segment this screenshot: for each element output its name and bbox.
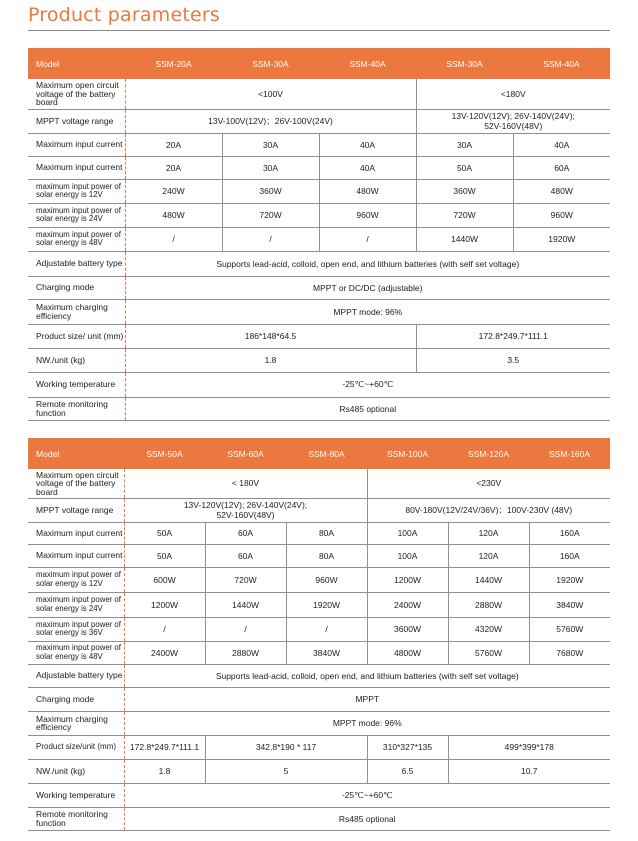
cell-value: /	[222, 227, 319, 251]
cell-value: 20A	[125, 156, 222, 179]
cell-value: 720W	[205, 567, 286, 592]
header-model: SSM-30A	[416, 48, 513, 79]
cell-value: 5	[205, 759, 367, 783]
cell-value: 40A	[319, 156, 416, 179]
cell-value: 480W	[513, 179, 610, 203]
cell-value: 1440W	[416, 227, 513, 251]
cell-value: 30A	[416, 133, 513, 156]
header-model: SSM-60A	[205, 438, 286, 469]
cell-value: -25℃~+60℃	[125, 372, 610, 397]
table-header-row	[28, 438, 610, 469]
header-model-label: Model	[28, 438, 124, 469]
header-model: SSM-120A	[448, 438, 529, 469]
cell-value: /	[125, 227, 222, 251]
row-label: Remote monitoring function	[28, 807, 124, 830]
cell-value: 40A	[319, 133, 416, 156]
header-model: SSM-160A	[529, 438, 610, 469]
cell-value: 3840W	[286, 641, 367, 664]
cell-value: Supports lead-acid, colloid, open end, and lithium batteries (with self set voltage)	[124, 664, 610, 687]
cell-value: 160A	[529, 522, 610, 544]
cell-value: < 180V	[124, 469, 367, 498]
cell-value: 2880W	[448, 592, 529, 617]
table-row	[28, 759, 610, 783]
table-row	[28, 641, 610, 664]
page-title: Product parameters	[28, 4, 220, 26]
cell-value: 2400W	[124, 641, 205, 664]
row-label: NW./unit (kg)	[28, 759, 124, 783]
row-label: Maximum input current	[28, 544, 124, 567]
cell-value: Supports lead-acid, colloid, open end, and lithium batteries (with self set voltage)	[125, 251, 610, 276]
row-label: Maximum open circuit voltage of the battery board	[28, 469, 124, 498]
row-label: Working temperature	[28, 372, 125, 397]
table-row	[28, 498, 610, 522]
row-label: MPPT voltage range	[28, 109, 125, 133]
table-row	[28, 711, 610, 735]
cell-value: 20A	[125, 133, 222, 156]
cell-value: 310*327*135	[367, 735, 448, 759]
cell-value: MPPT	[124, 687, 610, 711]
cell-value: 2880W	[205, 641, 286, 664]
cell-value	[124, 498, 367, 522]
table-row	[28, 324, 610, 348]
table-row	[28, 276, 610, 299]
table-row	[28, 156, 610, 179]
cell-value: 120A	[448, 522, 529, 544]
cell-value: 100A	[367, 522, 448, 544]
cell-value: 120A	[448, 544, 529, 567]
table-row	[28, 227, 610, 251]
cell-value: 1920W	[513, 227, 610, 251]
cell-value: 6.5	[367, 759, 448, 783]
row-label: Maximum input current	[28, 156, 125, 179]
table-row	[28, 469, 610, 498]
row-label: Charging mode	[28, 276, 125, 299]
cell-value: 1440W	[205, 592, 286, 617]
table-row	[28, 299, 610, 324]
cell-value: 60A	[205, 544, 286, 567]
cell-value: /	[205, 617, 286, 641]
table-row	[28, 735, 610, 759]
cell-value: 360W	[222, 179, 319, 203]
table-row	[28, 79, 610, 109]
header-model: SSM-100A	[367, 438, 448, 469]
cell-value: 1200W	[367, 567, 448, 592]
title-divider	[28, 30, 610, 31]
cell-value: 480W	[125, 203, 222, 227]
cell-value: 50A	[416, 156, 513, 179]
table-row	[28, 179, 610, 203]
cell-value: 80A	[286, 544, 367, 567]
table-row	[28, 617, 610, 641]
cell-value: 100A	[367, 544, 448, 567]
cell-value: 60A	[205, 522, 286, 544]
cell-value: 60A	[513, 156, 610, 179]
table-row	[28, 372, 610, 397]
cell-value: 960W	[513, 203, 610, 227]
cell-line: 52V-160V(48V)	[216, 510, 275, 520]
cell-value: 40A	[513, 133, 610, 156]
cell-value: 80V-180V(12V/24V/36V)；100V-230V (48V)	[367, 498, 610, 522]
table-row	[28, 109, 610, 133]
cell-line: 52V-160V(48V)	[484, 121, 543, 131]
table-row	[28, 348, 610, 372]
cell-line: 13V-120V(12V); 26V-140V(24V);	[451, 111, 575, 121]
row-label: Maximum open circuit voltage of the battery board	[28, 79, 125, 109]
header-model: SSM-50A	[124, 438, 205, 469]
cell-value: 1.8	[124, 759, 205, 783]
cell-line: 13V-120V(12V); 26V-140V(24V);	[183, 500, 308, 510]
cell-value: 480W	[319, 179, 416, 203]
row-label: maximum input power of solar energy is 48V	[28, 641, 124, 664]
table-row	[28, 807, 610, 830]
cell-value: 172.8*249.7*111.1	[416, 324, 610, 348]
cell-value: /	[319, 227, 416, 251]
table-header-row	[28, 48, 610, 79]
cell-value: 1920W	[286, 592, 367, 617]
spec-table-1	[28, 48, 610, 421]
cell-value: 30A	[222, 156, 319, 179]
row-label: Product size/unit (mm)	[28, 735, 124, 759]
row-label: maximum input power of solar energy is 48V	[28, 227, 125, 251]
row-label: Working temperature	[28, 783, 124, 807]
row-label: maximum input power of solar energy is 24V	[28, 203, 125, 227]
cell-value: <180V	[416, 79, 610, 109]
cell-value: Rs485 optional	[124, 807, 610, 830]
cell-value: 600W	[124, 567, 205, 592]
row-label: maximum input power of solar energy is 12V	[28, 179, 125, 203]
cell-value: Rs485 optional	[125, 397, 610, 420]
cell-value: /	[124, 617, 205, 641]
cell-value: 1200W	[124, 592, 205, 617]
row-label: maximum input power of solar energy is 12V	[28, 567, 124, 592]
cell-value: 4800W	[367, 641, 448, 664]
row-label: Maximum charging efficiency	[28, 299, 125, 324]
header-model-label: Model	[28, 48, 125, 79]
header-model: SSM-40A	[513, 48, 610, 79]
cell-value: 5760W	[529, 617, 610, 641]
cell-value: 360W	[416, 179, 513, 203]
cell-value: 960W	[319, 203, 416, 227]
table-row	[28, 397, 610, 420]
row-label: maximum input power of solar energy is 36V	[28, 617, 124, 641]
cell-value: 50A	[124, 522, 205, 544]
row-label: Maximum input current	[28, 133, 125, 156]
cell-value: 960W	[286, 567, 367, 592]
row-label: maximum input power of solar energy is 24V	[28, 592, 124, 617]
cell-value: 186*148*64.5	[125, 324, 416, 348]
table-row	[28, 251, 610, 276]
cell-value: /	[286, 617, 367, 641]
cell-value: 342.8*190 * 117	[205, 735, 367, 759]
table-row	[28, 687, 610, 711]
cell-value: 50A	[124, 544, 205, 567]
cell-value: MPPT mode: 96%	[124, 711, 610, 735]
cell-value: 1.8	[125, 348, 416, 372]
cell-value: 13V-100V(12V)；26V-100V(24V)	[125, 109, 416, 133]
cell-value: 3600W	[367, 617, 448, 641]
cell-value: 7680W	[529, 641, 610, 664]
header-model: SSM-20A	[125, 48, 222, 79]
row-label: Charging mode	[28, 687, 124, 711]
cell-value: MPPT mode: 96%	[125, 299, 610, 324]
cell-value: 5760W	[448, 641, 529, 664]
header-model: SSM-80A	[286, 438, 367, 469]
spec-table-2	[28, 438, 610, 831]
cell-value: -25℃~+60℃	[124, 783, 610, 807]
cell-value: 30A	[222, 133, 319, 156]
cell-value: 3.5	[416, 348, 610, 372]
cell-value: 80A	[286, 522, 367, 544]
cell-value: <230V	[367, 469, 610, 498]
cell-value: 720W	[222, 203, 319, 227]
table-row	[28, 783, 610, 807]
row-label: Maximum charging efficiency	[28, 711, 124, 735]
row-label: Maximum input current	[28, 522, 124, 544]
table-row	[28, 133, 610, 156]
cell-value: <100V	[125, 79, 416, 109]
row-label: Adjustable battery type	[28, 664, 124, 687]
header-model: SSM-40A	[319, 48, 416, 79]
cell-value: 720W	[416, 203, 513, 227]
table-row	[28, 544, 610, 567]
table-row	[28, 522, 610, 544]
header-model: SSM-30A	[222, 48, 319, 79]
table-row	[28, 203, 610, 227]
cell-value: 499*399*178	[448, 735, 610, 759]
row-label: Remote monitoring function	[28, 397, 125, 420]
cell-value: 172.8*249.7*111.1	[124, 735, 205, 759]
cell-value: 160A	[529, 544, 610, 567]
table-row	[28, 592, 610, 617]
row-label: Product size/ unit (mm)	[28, 324, 125, 348]
table-row	[28, 567, 610, 592]
cell-value: MPPT or DC/DC (adjustable)	[125, 276, 610, 299]
cell-value: 10.7	[448, 759, 610, 783]
row-label: MPPT voltage range	[28, 498, 124, 522]
row-label: Adjustable battery type	[28, 251, 125, 276]
row-label: NW./unit (kg)	[28, 348, 125, 372]
table-row	[28, 664, 610, 687]
cell-value: 1440W	[448, 567, 529, 592]
cell-value: 1920W	[529, 567, 610, 592]
cell-value: 4320W	[448, 617, 529, 641]
cell-value: 240W	[125, 179, 222, 203]
cell-value	[416, 109, 610, 133]
cell-value: 2400W	[367, 592, 448, 617]
cell-value: 3840W	[529, 592, 610, 617]
